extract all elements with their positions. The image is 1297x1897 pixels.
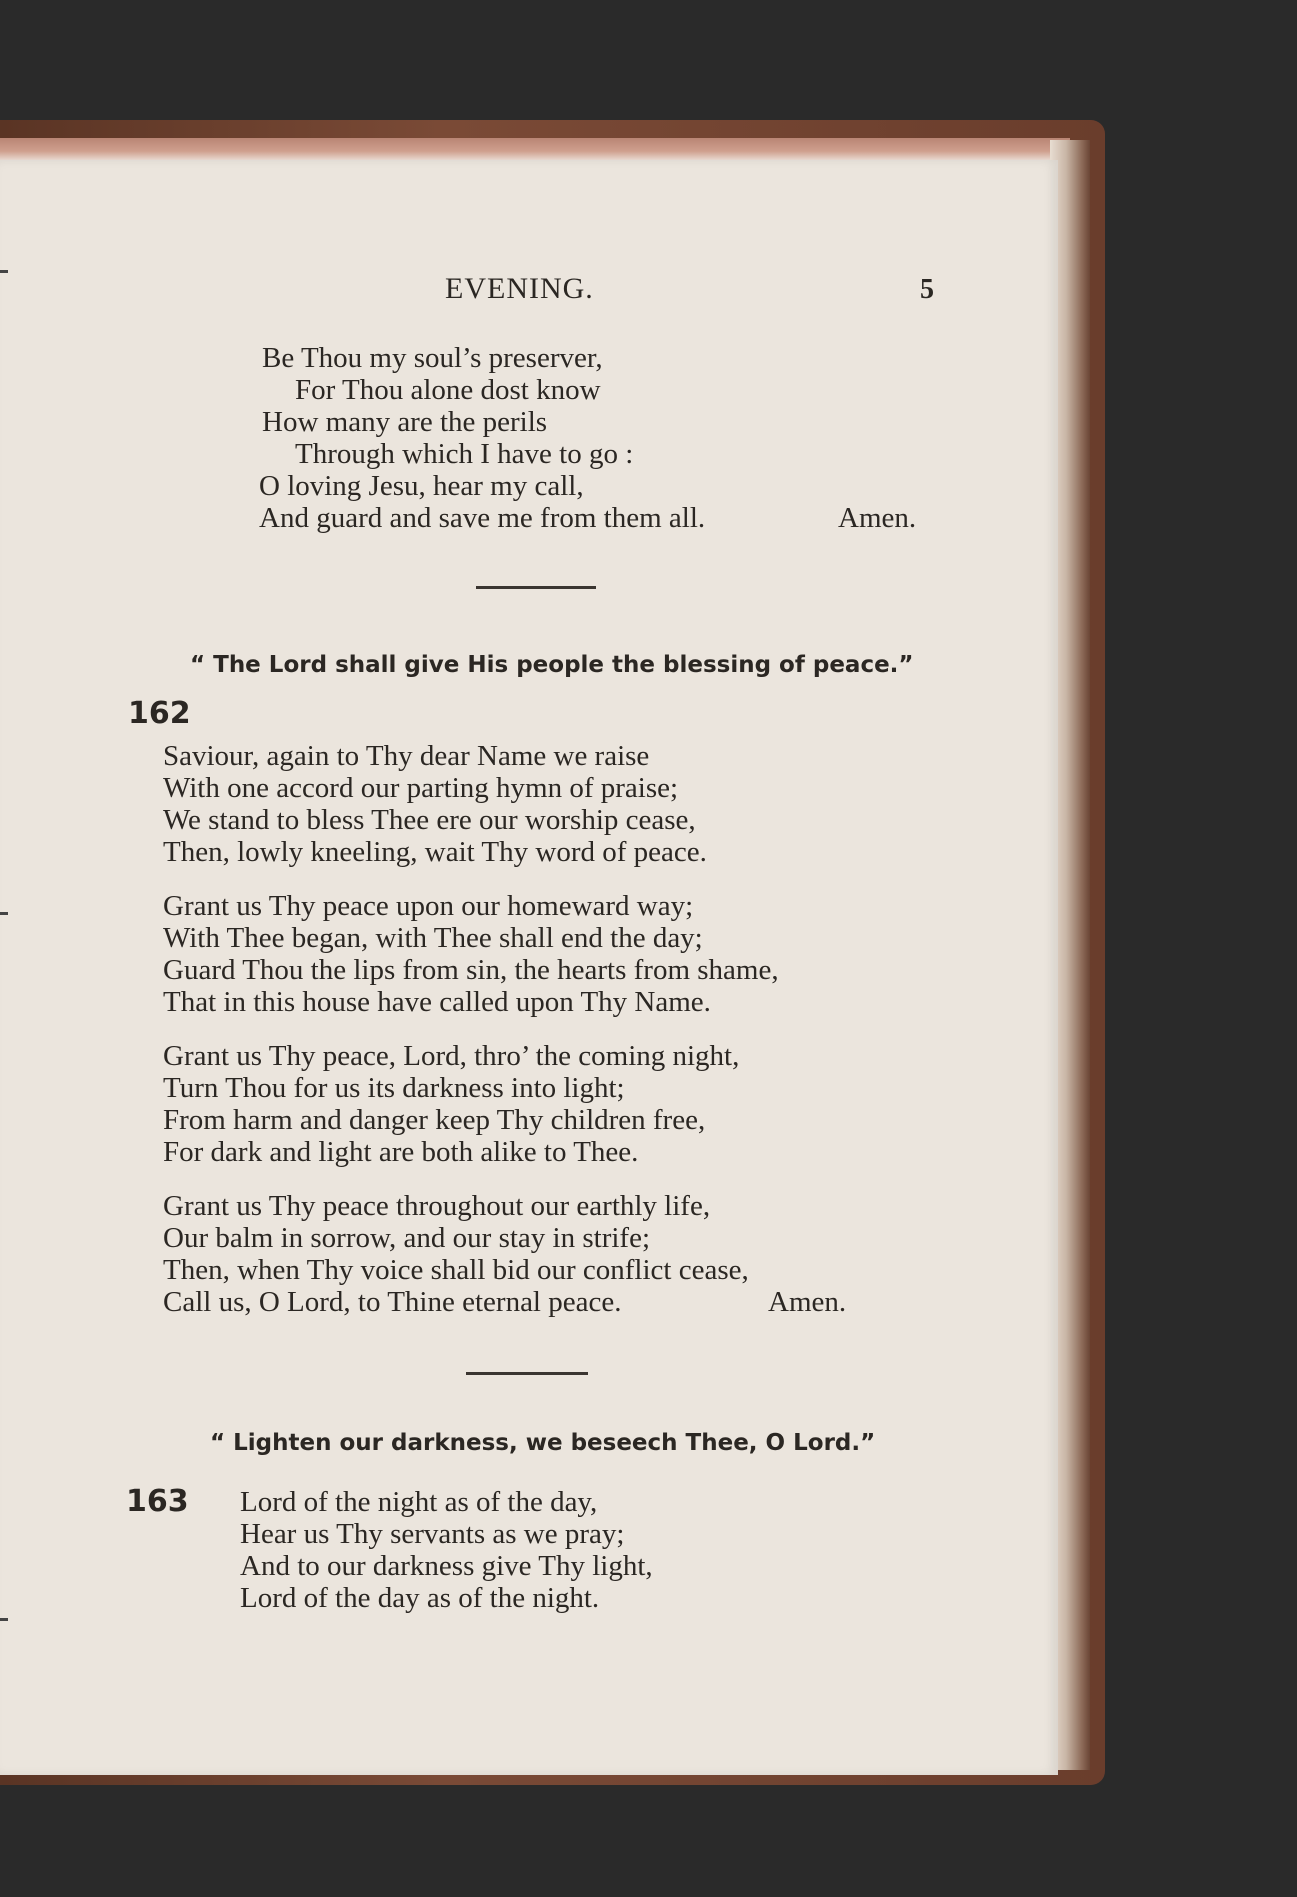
hymn-162-stanza-2 [163,890,779,1018]
verse-line: And to our darkness give Thy light, [240,1550,653,1582]
hymn-162-number: 162 [128,696,191,731]
hymn-163-epigraph: “ Lighten our darkness, we beseech Thee, O Lord.” [210,1430,876,1456]
verse-line: Be Thou my soul’s preserver, [262,342,603,374]
verse-line: Guard Thou the lips from sin, the hearts from shame, [163,954,779,986]
verse-line: From harm and danger keep Thy children free, [163,1104,706,1136]
verse-line: How many are the perils [262,406,548,438]
verse-line: With Thee began, with Thee shall end the day; [163,922,703,954]
binding-stitch [0,912,8,915]
verse-line: With one accord our parting hymn of praise; [163,772,679,804]
hymn-162-epigraph: “ The Lord shall give His people the blessing of peace.” [190,652,914,678]
verse-line: Grant us Thy peace upon our homeward way; [163,890,694,922]
verse-line: Hear us Thy servants as we pray; [240,1518,625,1550]
verse-line: Grant us Thy peace throughout our earthly life, [163,1190,711,1222]
verse-line: That in this house have called upon Thy Name. [163,986,711,1018]
verse-line: Saviour, again to Thy dear Name we raise [163,740,650,772]
verse-line: For Thou alone dost know [295,374,601,406]
verse-line: Grant us Thy peace, Lord, thro’ the coming night, [163,1040,740,1072]
verse-line: Call us, O Lord, to Thine eternal peace. [163,1286,622,1318]
verse-line: For dark and light are both alike to Thee. [163,1136,639,1168]
hymn-163-stanza-1 [240,1486,653,1614]
verse-line: Through which I have to go : [295,438,634,470]
hymn-162-stanza-1 [163,740,707,868]
verse-line: And guard and save me from them all. [259,502,706,534]
verse-line: Lord of the night as of the day, [240,1486,598,1518]
verse-line: Then, lowly kneeling, wait Thy word of peace. [163,836,707,868]
section-rule [476,586,596,589]
hymn-162-stanza-4 [163,1190,749,1318]
verse-line: Turn Thou for us its darkness into light; [163,1072,625,1104]
hymn-162-stanza-3 [163,1040,739,1168]
continued-hymn-stanza [262,342,633,470]
verse-line: Then, when Thy voice shall bid our conflict cease, [163,1254,749,1286]
verse-line: O loving Jesu, hear my call, [259,470,584,502]
amen: Amen. [768,1286,847,1318]
verse-line: Lord of the day as of the night. [240,1582,600,1614]
binding-stitch [0,1618,8,1621]
running-head [0,272,1058,312]
running-head-title: EVENING. [445,272,594,305]
amen: Amen. [838,502,917,534]
page-number: 5 [920,274,934,305]
hymn-163-number: 163 [126,1484,189,1519]
section-rule [466,1372,588,1375]
verse-line: We stand to bless Thee ere our worship cease, [163,804,696,836]
continued-hymn-couplet [259,470,706,534]
book-page [0,160,1058,1775]
verse-line: Our balm in sorrow, and our stay in strife; [163,1222,650,1254]
page-edge-top [0,138,1070,160]
